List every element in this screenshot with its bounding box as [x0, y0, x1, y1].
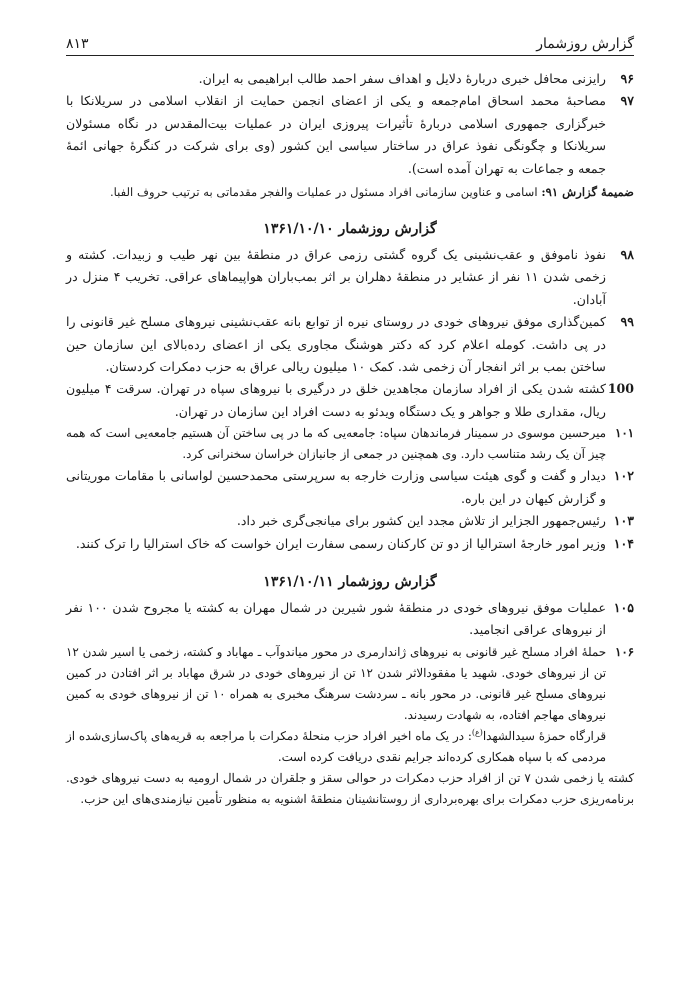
appendix-text: اسامی و عناوین سازمانی افراد مسئول در عملیات والفجر مقدماتی به ترتیب حروف الفبا.: [109, 185, 538, 200]
item-text: نفوذ ناموفق و عقب‌نشینی یک گروه گشتی رزمی عراق در منطقهٔ بین نهر طیب و زبیدات. کشته و زخمی شدن ۱۱ نفر از عشایر در منطقهٔ دهلران بر اثر بمب‌باران هواپیماهای عراقی. تخریب ۴ منزل در آبادان.: [66, 247, 606, 307]
list-item: [66, 510, 634, 532]
item-text: رایزنی محافل خبری دربارهٔ دلایل و اهداف سفر احمد طالب ابراهیمی به ایران.: [198, 71, 606, 86]
item-text: کمین‌گذاری موفق نیروهای خودی در روستای نیره از توابع بانه عقب‌نشینی نیروهای مسلح غیر قانونی را در پی داشت. کومله اعلام کرد که دکتر هوشنگ مجاوری یکی از اعضای رده‌بالای این سازمان حین ساختن بمب بر اثر انفجار آن زخمی شد. کمک ۱۰ میلیون ریالی عراق به حزب دمکرات کردستان.: [66, 314, 606, 375]
report-paragraph: [66, 768, 634, 810]
footnote-marker: (ع): [471, 727, 483, 737]
appendix-note: [66, 182, 634, 202]
paragraph-lead: قرارگاه حمزهٔ سیدالشهدا: [482, 728, 606, 743]
item-text: وزیر امور خارجهٔ استرالیا از دو تن کارکنان رسمی سفارت ایران خواست که خاک استرالیا را ترک کنند.: [75, 535, 606, 551]
item-text: دیدار و گفت و گوی هیئت سیاسی وزارت خارجه به سرپرستی محمدحسین لواسانی با مقامات موریتانی و گزارش کیهان در این باره.: [66, 468, 606, 506]
section-heading: گزارش روزشمار ۱۳۶۱/۱۰/۱۱: [263, 573, 437, 590]
item-text: کشته شدن یکی از افراد سازمان مجاهدین خلق در درگیری با نیروهای سپاه در تهران. سرقت ۴ میلیون ریال، مقداری طلا و جواهر و یک دستگاه ویدئو به دست افراد این سازمان در تهران.: [66, 381, 606, 419]
page-number: ۸۱۳: [66, 36, 89, 52]
item-text: حملهٔ افراد مسلح غیر قانونی به نیروهای ژاندارمری در محور میاندوآب ـ مهاباد و کشته، زخمی یا اسیر شدن ۱۲ تن از نیروهای خودی. شهید یا مفقودالاثر شدن ۱۲ تن از نیروهای خودی در شرق مهاباد بر اثر افتادن در کمین نیروهای مسلح غیر قانونی. در محور بانه ـ سردشت سرهنگ مخبری به همراه ۱۰ تن از نیروهای خودی به کمین نیروهای مهاجم افتاده، به شهادت رسیدند.: [66, 644, 606, 722]
paragraph-text: : در یک ماه اخیر افراد حزب منحلهٔ دمکرات با مراجعه به قریه‌های پاک‌سازی‌شده از مردمی که با سپاه همکاری کرده‌اند جرایم نقدی دریافت کرده است.: [66, 728, 606, 764]
list-item: [66, 423, 634, 465]
item-number: ۱۰۲: [613, 468, 634, 484]
item-text: مصاحبهٔ محمد اسحاق امام‌جمعه و یکی از اعضای انجمن حمایت از انقلاب اسلامی در سریلانکا با خبرگزاری جمهوری اسلامی دربارهٔ تأثیرات پیروزی ایران در عملیات بیت‌المقدس در نگاه مسئولان سریلانکا و چگونگی نفوذ عراق در ساختار سیاسی این کشور (وی برای شرکت در کنگرهٔ جهانی ائمهٔ جمعه و جماعات به تهران آمده است).: [66, 93, 606, 176]
item-number: ۱۰۵: [613, 599, 634, 615]
item-number: ۹۶: [620, 71, 634, 86]
item-number: ۹۹: [620, 314, 634, 330]
item-number: ۱۰۳: [613, 513, 634, 529]
list-item: [66, 642, 634, 726]
item-text: رئیس‌جمهور الجزایر از تلاش مجدد این کشور برای میانجی‌گری خبر داد.: [236, 513, 606, 529]
list-item: [66, 597, 634, 642]
page-header: [66, 30, 634, 56]
item-text: عملیات موفق نیروهای خودی در منطقهٔ شور شیرین در شمال مهران به کشته یا مجروح شدن ۱۰۰ نفر از نیروهای عراقی انجامید.: [66, 599, 606, 638]
item-number: ۱۰۶: [614, 644, 634, 659]
document-page: [66, 30, 634, 810]
section-heading: گزارش روزشمار ۱۳۶۱/۱۰/۱۰: [263, 221, 437, 238]
item-number: ۹۷: [620, 93, 634, 109]
item-number: 100: [607, 381, 634, 397]
list-item: [66, 90, 634, 180]
report-body: [66, 68, 634, 810]
list-item: [66, 378, 634, 423]
item-number: ۹۸: [620, 247, 634, 263]
appendix-label: ضمیمهٔ گزارش ۹۱:: [541, 185, 634, 200]
list-item: [66, 465, 634, 510]
list-item: [66, 244, 634, 311]
report-paragraph: [66, 726, 634, 768]
item-number: ۱۰۱: [614, 426, 634, 441]
paragraph-text: کشته یا زخمی شدن ۷ تن از افراد حزب دمکرات در حوالی سقز و جلقران در شمال ارومیه به دست نیروهای خودی. برنامه‌ریزی حزب دمکرات برای بهره‌برداری از روستانشینان منطقهٔ اشنویه به منظور تأمین نیازمندی‌های این حزب.: [66, 770, 634, 806]
item-number: ۱۰۴: [613, 535, 634, 551]
item-text: میرحسین موسوی در سمینار فرماندهان سپاه: جامعه‌یی که ما در پی ساختن آن هستیم جامعه‌یی است که همه چیز آن یک رشد متناسب دارد. وی همچنین در جمعی از جانبازان خراسان سخنرانی کرد.: [66, 426, 606, 462]
running-title: گزارش روزشمار: [536, 36, 634, 52]
list-item: [66, 533, 634, 555]
list-item: [66, 68, 634, 90]
list-item: [66, 311, 634, 378]
